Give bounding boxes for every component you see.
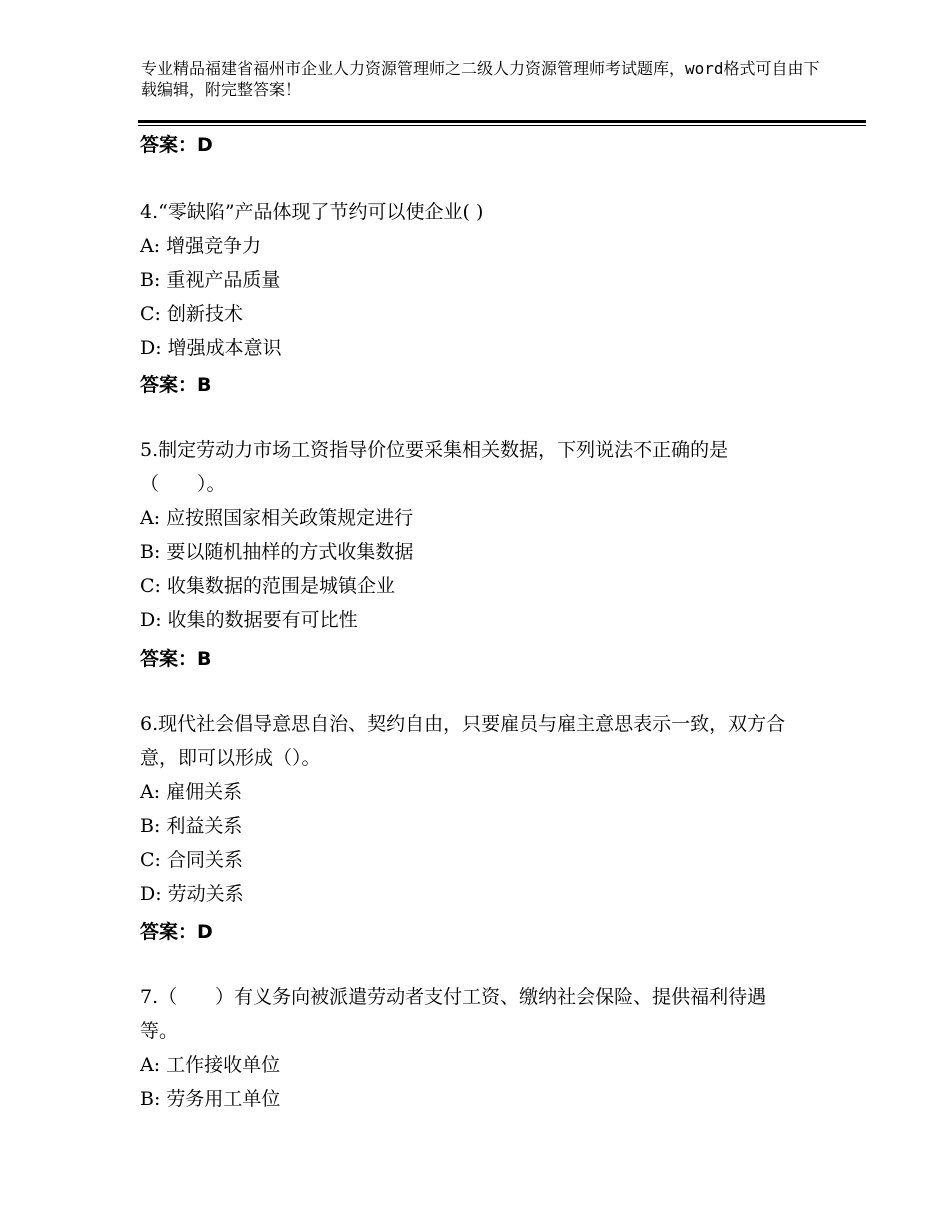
question-7-option-a: A: 工作接收单位	[140, 1054, 281, 1076]
question-6-option-d: D: 劳动关系	[140, 883, 244, 905]
question-4-option-a: A: 增强竞争力	[140, 235, 262, 257]
page-header: 专业精品福建省福州市企业人力资源管理师之二级人力资源管理师考试题库，word格式可自由下载编辑，附完整答案！	[141, 59, 820, 99]
question-5-option-c: C: 收集数据的范围是城镇企业	[140, 575, 395, 597]
question-6-stem: 6.现代社会倡导意思自治、契约自由，只要雇员与雇主意思表示一致，双方合意，即可以形成（）。	[140, 713, 786, 769]
question-7-stem: 7.（ ）有义务向被派遣劳动者支付工资、缴纳社会保险、提供福利待遇等。	[140, 986, 767, 1042]
question-4-option-d: D: 增强成本意识	[140, 337, 282, 359]
question-7-option-b: B: 劳务用工单位	[140, 1088, 281, 1110]
question-5-option-b: B: 要以随机抽样的方式收集数据	[140, 541, 414, 563]
answer-q4: 答案：B	[140, 374, 212, 396]
question-5-option-a: A: 应按照国家相关政策规定进行	[140, 507, 414, 529]
question-6-option-c: C: 合同关系	[140, 849, 243, 871]
question-4-option-b: B: 重视产品质量	[140, 269, 281, 291]
header-divider-thin	[138, 125, 866, 126]
answer-q5: 答案：B	[140, 648, 212, 670]
question-6-option-b: B: 利益关系	[140, 815, 243, 837]
answer-q6: 答案：D	[140, 921, 213, 943]
question-6-option-a: A: 雇佣关系	[140, 781, 243, 803]
header-divider-thick	[138, 120, 866, 123]
question-5-stem: 5.制定劳动力市场工资指导价位要采集相关数据，下列说法不正确的是（ ）。	[140, 439, 729, 495]
question-5-option-d: D: 收集的数据要有可比性	[140, 609, 358, 631]
question-4-option-c: C: 创新技术	[140, 303, 243, 325]
answer-q3: 答案：D	[140, 134, 213, 156]
question-4-stem: 4.“零缺陷”产品体现了节约可以使企业( )	[140, 201, 484, 223]
